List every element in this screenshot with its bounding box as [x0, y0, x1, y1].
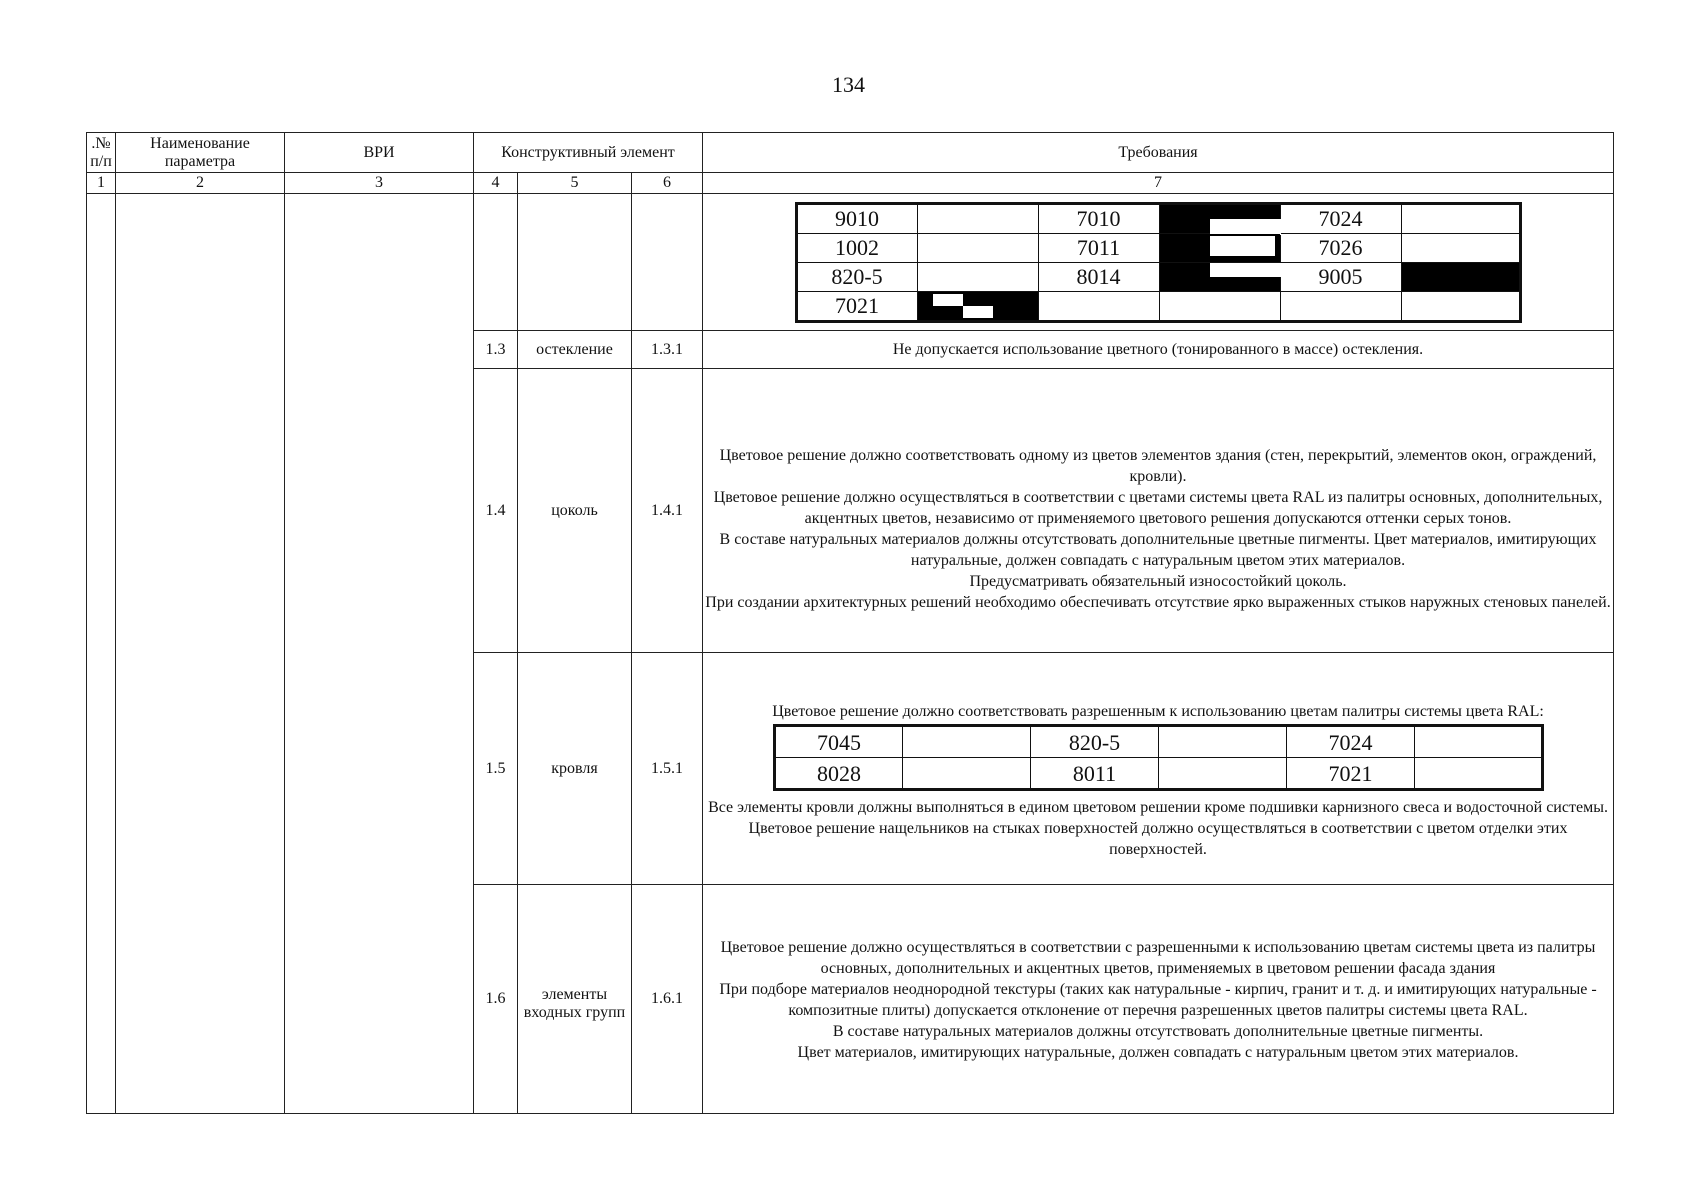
page-number: 134 — [832, 72, 865, 97]
col-number-5: 5 — [518, 173, 632, 194]
color-code: 7021 — [1287, 758, 1415, 790]
color-code: 7010 — [1038, 203, 1159, 233]
requirement-text — [703, 331, 1614, 369]
color-code: 1002 — [796, 233, 917, 262]
color-swatch — [1159, 758, 1287, 790]
color-code: 8028 — [775, 758, 903, 790]
color-swatch — [1159, 726, 1287, 758]
requirements-table — [86, 132, 1614, 1114]
paragraph: При создании архитектурных решений необходимо обеспечивать отсутствие ярко выраженных стыков наружных стеновых панелей. — [705, 593, 1611, 611]
row-code: 1.5.1 — [632, 653, 703, 885]
row-code: 1.4.1 — [632, 369, 703, 653]
color-code: 7011 — [1038, 233, 1159, 262]
paragraph: В составе натуральных материалов должны отсутствовать дополнительные цветные пигменты. Цвет материалов, имитирующих натуральные, должен совпадать с натуральным цветом этих материалов. — [719, 530, 1597, 569]
color-swatch — [1401, 291, 1520, 321]
color-swatch — [1280, 291, 1401, 321]
paragraph: Цветовое решение нащельников на стыках поверхностей должно осуществляться в соответствии с цветом отделки этих поверхностей. — [748, 820, 1568, 858]
col-number-3: 3 — [285, 173, 474, 194]
col-number-4: 4 — [474, 173, 518, 194]
color-code: 8014 — [1038, 262, 1159, 291]
paragraph: Цветовое решение должно осуществляться в соответствии с цветами системы цвета RAL из палитры основных, дополнительных, акцентных цветов, независимо от применяемого цветового решения допускаются оттенки серых тонов. — [713, 488, 1603, 527]
color-code: 7024 — [1287, 726, 1415, 758]
color-swatch — [1159, 291, 1280, 321]
paragraph: В составе натуральных материалов должны отсутствовать дополнительные цветные пигменты. — [832, 1023, 1484, 1040]
empty-cell — [632, 194, 703, 331]
row-element: цоколь — [518, 369, 632, 653]
color-swatch — [1038, 291, 1159, 321]
paragraph: Цветовое решение должно соответствовать одному из цветов элементов здания (стен, перекрытий, элементов окон, ограждений, кровли). — [719, 446, 1597, 485]
header-parameter: Наименование параметра — [116, 133, 285, 173]
paragraph: Цветовое решение должно соответствовать разрешенным к использованию цветам палитры системы цвета RAL: — [772, 703, 1544, 720]
color-swatch — [917, 262, 1038, 291]
header-number: .№ п/п — [87, 133, 116, 173]
color-code: 9005 — [1280, 262, 1401, 291]
color-code: 7045 — [775, 726, 903, 758]
col-number-2: 2 — [116, 173, 285, 194]
row-number: 1.5 — [474, 653, 518, 885]
top-palette-cell — [703, 194, 1614, 331]
requirement-text — [703, 369, 1614, 653]
color-swatch — [903, 758, 1031, 790]
row-number: 1.4 — [474, 369, 518, 653]
header-requirements: Требования — [703, 133, 1614, 173]
row-element: элементы входных групп — [518, 885, 632, 1114]
requirement-text — [703, 653, 1614, 885]
color-swatch — [1415, 758, 1543, 790]
color-swatch — [1401, 262, 1520, 291]
merged-cell-number — [87, 194, 116, 1114]
color-swatch — [1415, 726, 1543, 758]
color-swatch — [1159, 233, 1280, 262]
paragraph: При подборе материалов неоднородной текстуры (таких как натуральные - кирпич, гранит и т. д. и имитирующих натуральные - композитные плиты) допускается отклонение от перечня разрешенных цветов палитры системы цвета RAL. — [719, 981, 1597, 1019]
top-color-palette — [795, 202, 1522, 323]
color-swatch — [917, 203, 1038, 233]
row-element: остекление — [518, 331, 632, 369]
color-swatch — [917, 291, 1038, 321]
color-code: 820-5 — [796, 262, 917, 291]
row-code: 1.3.1 — [632, 331, 703, 369]
color-code: 7021 — [796, 291, 917, 321]
col-number-6: 6 — [632, 173, 703, 194]
requirement-text — [703, 885, 1614, 1114]
color-code: 8011 — [1031, 758, 1159, 790]
color-swatch — [917, 233, 1038, 262]
header-vri: ВРИ — [285, 133, 474, 173]
col-number-7: 7 — [703, 173, 1614, 194]
color-swatch — [903, 726, 1031, 758]
row-element: кровля — [518, 653, 632, 885]
empty-cell — [518, 194, 632, 331]
paragraph: Цвет материалов, имитирующих натуральные, должен совпадать с натуральным цветом этих материалов. — [797, 1044, 1519, 1061]
merged-cell-vri — [285, 194, 474, 1114]
header-element: Конструктивный элемент — [474, 133, 703, 173]
row-code: 1.6.1 — [632, 885, 703, 1114]
paragraph: Все элементы кровли должны выполняться в едином цветовом решении кроме подшивки карнизного свеса и водосточной системы. — [708, 799, 1608, 816]
paragraph: Предусматривать обязательный износостойкий цоколь. — [969, 572, 1347, 590]
paragraph: Не допускается использование цветного (тонированного в массе) остекления. — [892, 341, 1424, 358]
col-number-1: 1 — [87, 173, 116, 194]
roof-color-palette — [773, 724, 1544, 791]
color-swatch — [1401, 203, 1520, 233]
color-code: 9010 — [796, 203, 917, 233]
empty-cell — [474, 194, 518, 331]
color-code: 820-5 — [1031, 726, 1159, 758]
row-number: 1.3 — [474, 331, 518, 369]
color-swatch — [1401, 233, 1520, 262]
color-swatch — [1159, 262, 1280, 291]
paragraph: Цветовое решение должно осуществляться в соответствии с разрешенными к использованию цветам системы цвета из палитры основных, дополнительных и акцентных цветов, применяемых в цветовом решении фасада здания — [720, 939, 1596, 977]
merged-cell-parameter — [116, 194, 285, 1114]
color-code: 7024 — [1280, 203, 1401, 233]
row-number: 1.6 — [474, 885, 518, 1114]
color-swatch — [1159, 203, 1280, 233]
color-code: 7026 — [1280, 233, 1401, 262]
